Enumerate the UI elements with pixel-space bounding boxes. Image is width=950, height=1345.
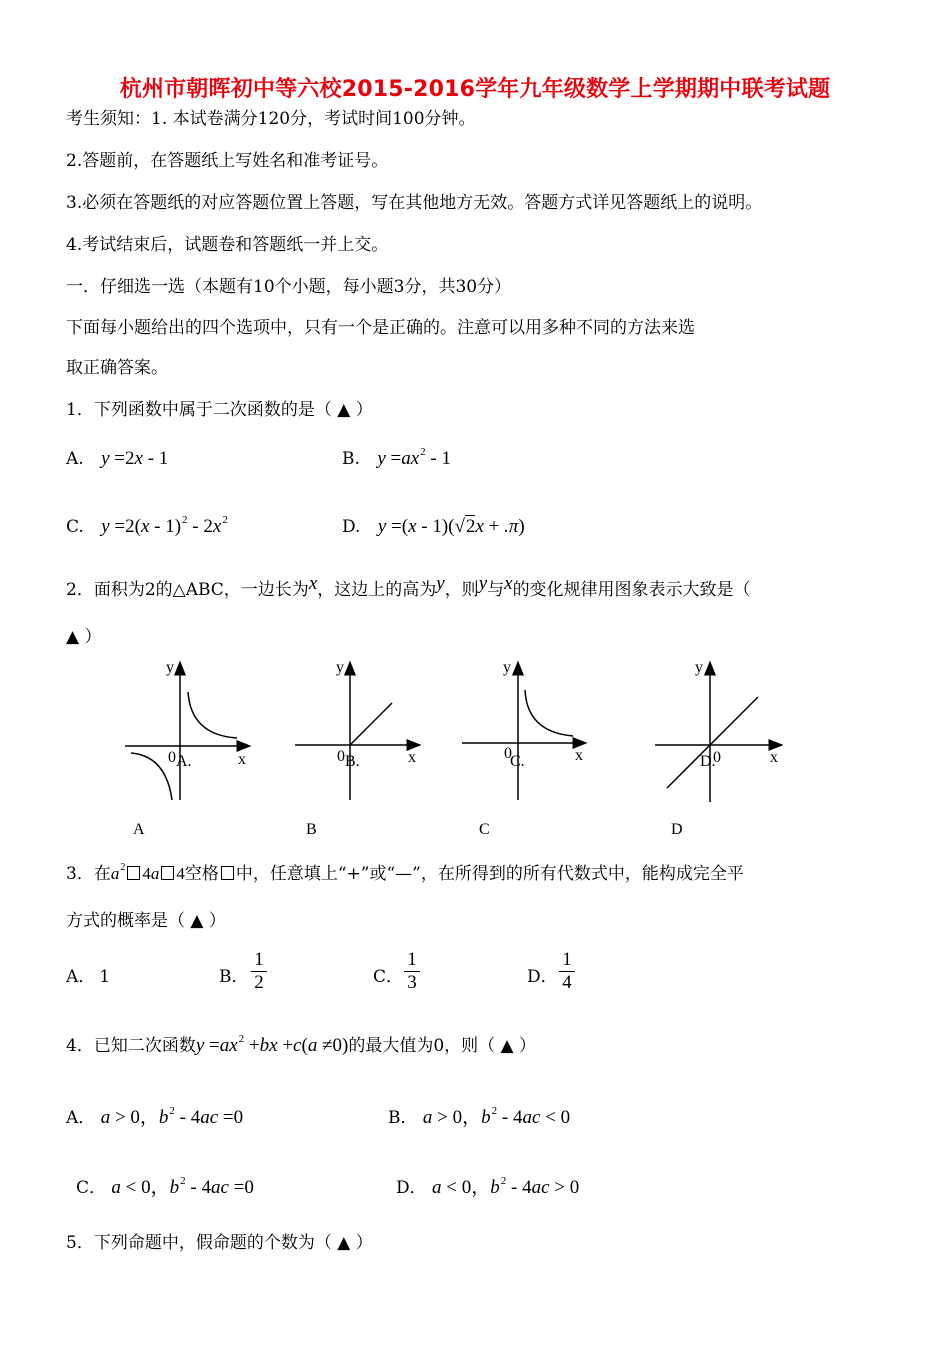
q3-stem-line-1	[66, 859, 744, 884]
q4-c-label: C．	[76, 1178, 107, 1198]
q3-stem-part-2: 空格	[184, 864, 219, 884]
q3-d-label: D．	[527, 967, 558, 987]
q3-a-value: 1	[99, 967, 111, 987]
graph-c-caption: C	[479, 821, 490, 838]
q1-option-b	[342, 448, 451, 470]
graph-b-y-label: y	[336, 659, 344, 676]
q3-b-numerator: 1	[254, 949, 264, 970]
graph-d-y-label: y	[695, 659, 703, 676]
q2-var-y-2: y	[478, 573, 488, 594]
q3-d-denominator: 4	[562, 972, 572, 993]
graph-d-caption: D	[671, 821, 683, 838]
q1-d-formula: y =(x - 1)(√2x + .π)	[377, 516, 525, 537]
q1-a-formula: y =2x - 1	[101, 448, 169, 469]
q2-stem-continued: ▲ ）	[66, 627, 102, 647]
graph-c-origin: 0	[504, 745, 512, 762]
graph-d-x-label: x	[770, 749, 778, 766]
graph-a-curve-q3	[131, 753, 172, 800]
graph-a-caption: A	[133, 821, 145, 838]
graph-b-caption: B	[306, 821, 317, 838]
graph-c-y-label: y	[503, 659, 511, 676]
q4-option-c	[76, 1172, 254, 1199]
q1-option-a	[66, 448, 168, 470]
q3-blank-box	[221, 866, 234, 880]
q3-d-fraction	[558, 950, 576, 993]
graph-c-overlay-label: C.	[510, 753, 525, 770]
graph-b-ray	[350, 703, 392, 745]
q1-option-c	[66, 516, 228, 538]
graph-a-origin: 0	[168, 749, 176, 766]
q4-a-formula: a > 0，$b^2 - 4ac =0$	[100, 1105, 244, 1128]
q3-d-numerator: 1	[562, 949, 572, 970]
q4-function: $y =ax^2 +bx +c(a \ne 0)$	[195, 1033, 349, 1056]
q1-b-formula: $y =ax^2 - 1$	[377, 446, 451, 469]
q2-var-x-2: x	[504, 573, 513, 594]
q2-var-x-1: x	[308, 573, 318, 594]
q2-stem-part-3: ，则	[444, 580, 479, 600]
q1-stem: 1．下列函数中属于二次函数的是（ ▲ ）	[66, 400, 373, 420]
q3-expression: $a^2$ 4a 4	[110, 862, 185, 883]
q4-c-formula: a < 0，$b^2 - 4ac =0$	[111, 1175, 254, 1198]
graph-a-x-label: x	[238, 751, 246, 768]
graph-d-overlay-label: D.	[700, 753, 716, 770]
graph-a	[125, 659, 250, 838]
notice-line-2: 2.答题前，在答题纸上写姓名和准考证号。	[66, 151, 389, 171]
q1-d-label: D.	[342, 517, 361, 537]
notice-line-1: 考生须知：1. 本试卷满分120分，考试时间100分钟。	[66, 109, 476, 129]
q4-b-label: B．	[388, 1108, 418, 1128]
q4-b-formula: a > 0，$b^2 - 4ac < 0$	[422, 1105, 571, 1128]
q4-d-label: D．	[396, 1178, 427, 1198]
q4-stem-part-2: 的最大值为0，则（ ▲ ）	[348, 1036, 537, 1056]
q3-b-fraction	[250, 950, 268, 993]
q4-stem	[66, 1031, 536, 1057]
graph-d-line	[667, 697, 758, 788]
graph-b-x-label: x	[408, 749, 416, 766]
q2-stem	[66, 575, 751, 601]
q2-stem-part-5: 的变化规律用图象表示大致是（	[512, 580, 751, 600]
q3-b-denominator: 2	[254, 972, 264, 993]
graph-d	[655, 659, 782, 838]
q3-b-label: B．	[219, 967, 249, 987]
q3-c-numerator: 1	[407, 949, 417, 970]
q2-var-y-1: y	[436, 573, 445, 594]
graph-d-origin: 0	[713, 749, 721, 766]
q3-c-denominator: 3	[407, 972, 417, 993]
q3-stem-line-2: 方式的概率是（ ▲ ）	[66, 911, 226, 931]
notice-line-3: 3.必须在答题纸的对应答题位置上答题，写在其他地方无效。答题方式详见答题纸上的说明。	[66, 193, 763, 213]
q3-a-label: A．	[66, 967, 96, 987]
q1-a-label: A.	[66, 449, 84, 469]
graph-c-x-label: x	[575, 747, 583, 764]
section-instruction-1: 下面每小题给出的四个选项中，只有一个是正确的。注意可以用多种不同的方法来选	[66, 318, 695, 338]
section-instruction-2: 取正确答案。	[66, 358, 168, 378]
q4-option-a	[66, 1102, 243, 1129]
q2-stem-part-2: ，这边上的高为	[317, 580, 437, 600]
graph-a-overlay-label: A.	[176, 753, 192, 770]
q4-option-d	[396, 1172, 579, 1199]
section-heading: 一．仔细选一选（本题有10个小题，每小题3分，共30分）	[66, 277, 512, 297]
q4-a-label: A．	[66, 1108, 96, 1128]
q4-stem-part-1: 4．已知二次函数	[66, 1036, 196, 1056]
q1-b-label: B.	[342, 449, 360, 469]
q2-stem-part-1: 2．面积为2的△ABC，一边长为	[66, 580, 309, 600]
graph-b-origin: 0	[337, 748, 345, 765]
graph-c	[462, 659, 586, 838]
graph-b-overlay-label: B.	[345, 753, 360, 770]
q4-d-formula: a < 0，$b^2 - 4ac > 0$	[432, 1175, 580, 1198]
q3-c-label: C．	[373, 967, 404, 987]
q3-stem-part-1: 3．在	[66, 864, 111, 884]
q3-option-a	[66, 962, 110, 987]
q3-stem-part-3: 中，任意填上“+”或“—”，在所得到的所有代数式中，能构成完全平	[235, 864, 744, 884]
graph-b	[295, 659, 420, 838]
q3-c-fraction	[403, 950, 421, 993]
q2-graphs	[0, 650, 950, 850]
q1-c-label: C.	[66, 517, 84, 537]
q2-stem-part-4: 与	[487, 580, 505, 600]
graph-c-curve	[525, 690, 573, 736]
page-title: 杭州市朝晖初中等六校2015-2016学年九年级数学上学期期中联考试题	[119, 77, 831, 102]
graph-a-y-label: y	[166, 659, 174, 676]
q4-option-b	[388, 1102, 570, 1129]
notice-line-4: 4.考试结束后，试题卷和答题纸一并上交。	[66, 235, 389, 255]
graph-a-curve-q1	[188, 692, 237, 738]
q5-stem: 5．下列命题中，假命题的个数为（ ▲ ）	[66, 1233, 373, 1253]
q1-option-d	[342, 516, 525, 538]
q1-c-formula: $y =2(x - 1)^2 - 2x^2$	[101, 514, 228, 537]
